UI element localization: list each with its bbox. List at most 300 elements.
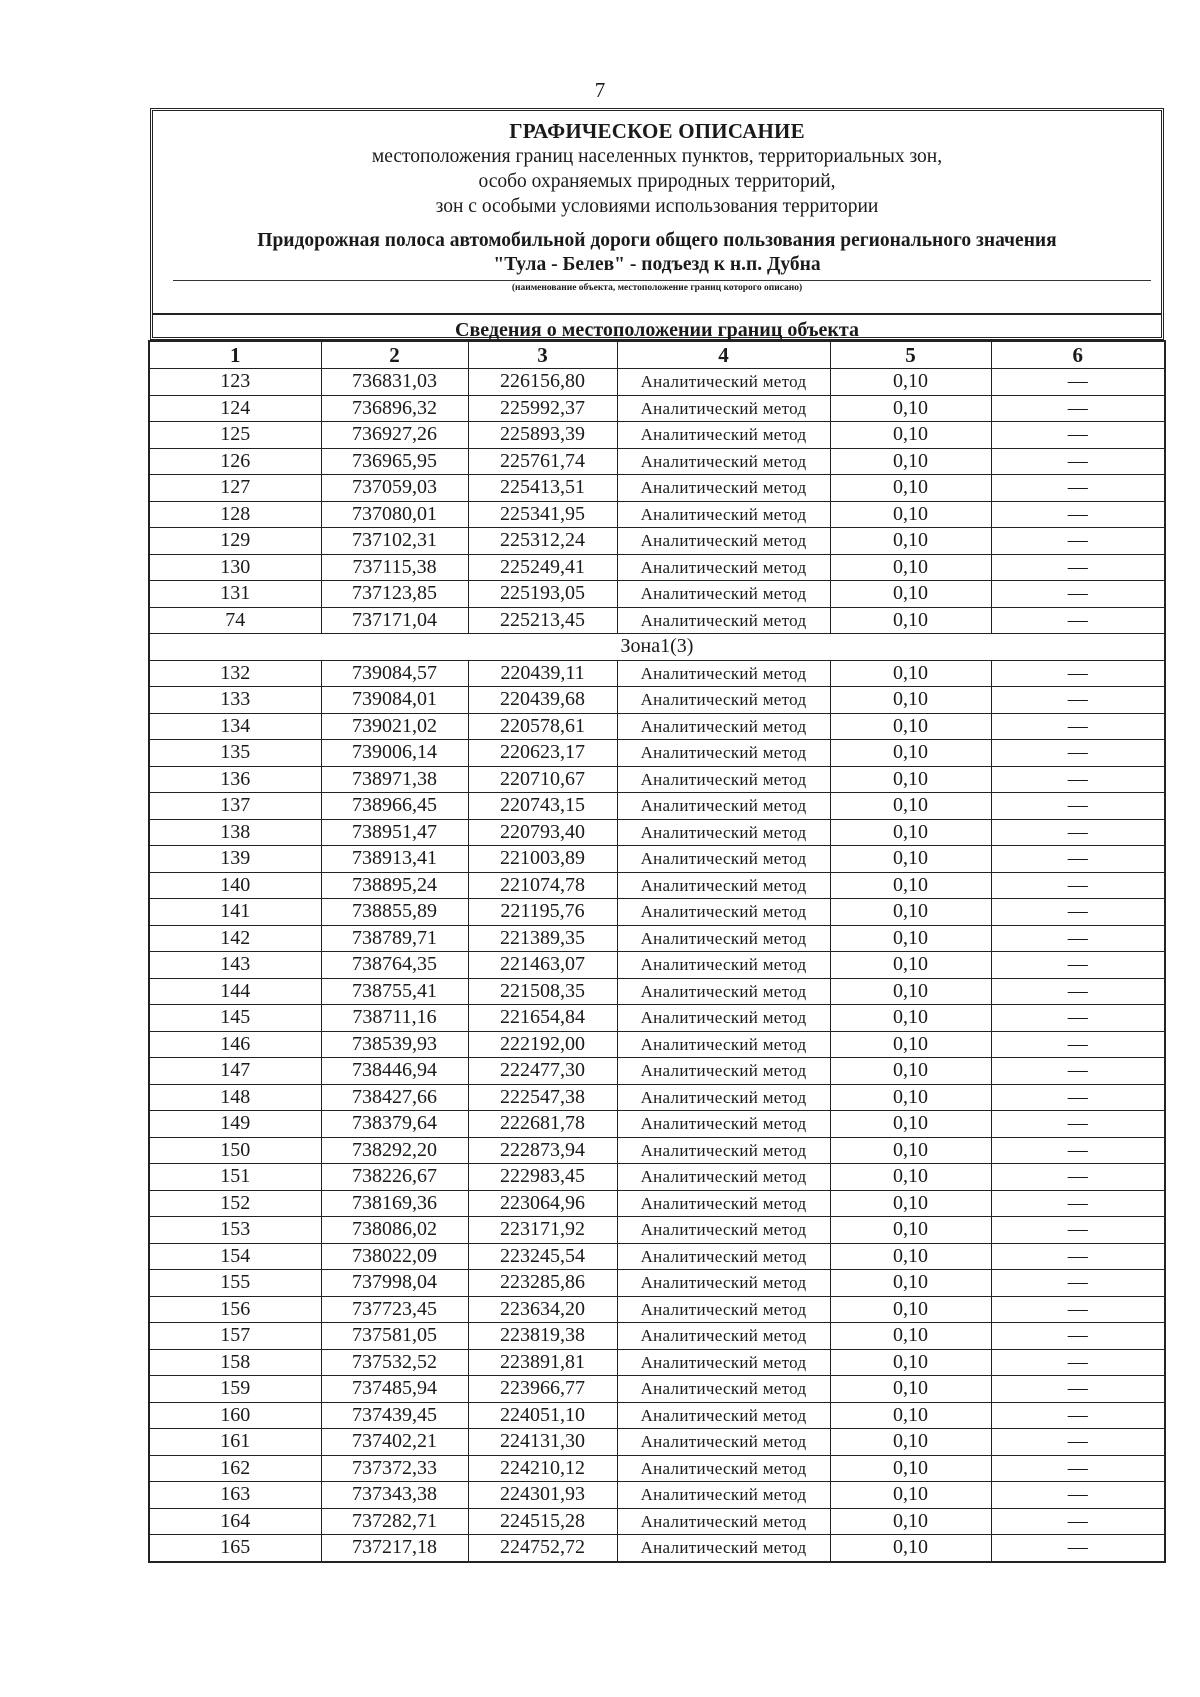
method-cell: Аналитический метод (617, 766, 830, 793)
table-row (149, 1323, 1165, 1350)
method-cell: Аналитический метод (617, 1429, 830, 1456)
coordinate-y-cell: 223966,77 (468, 1376, 617, 1403)
coordinate-y-cell: 222547,38 (468, 1084, 617, 1111)
column-header: 1 (149, 341, 321, 369)
document-description (153, 144, 1161, 219)
description-cell: — (991, 819, 1165, 846)
coordinate-x-cell: 738427,66 (321, 1084, 468, 1111)
point-number-cell: 158 (149, 1349, 321, 1376)
method-cell: Аналитический метод (617, 952, 830, 979)
description-cell: — (991, 846, 1165, 873)
point-number-cell: 140 (149, 872, 321, 899)
coordinate-x-cell: 737581,05 (321, 1323, 468, 1350)
accuracy-cell: 0,10 (830, 1349, 991, 1376)
accuracy-cell: 0,10 (830, 952, 991, 979)
point-number-cell: 134 (149, 713, 321, 740)
table-row (149, 1376, 1165, 1403)
accuracy-cell: 0,10 (830, 1535, 991, 1562)
coordinate-y-cell: 222983,45 (468, 1164, 617, 1191)
method-cell: Аналитический метод (617, 1243, 830, 1270)
table-row (149, 1535, 1165, 1562)
accuracy-cell: 0,10 (830, 448, 991, 475)
coordinate-y-cell: 225761,74 (468, 448, 617, 475)
method-cell: Аналитический метод (617, 422, 830, 449)
method-cell: Аналитический метод (617, 1084, 830, 1111)
table-row (149, 1296, 1165, 1323)
table-row (149, 448, 1165, 475)
point-number-cell: 139 (149, 846, 321, 873)
coordinate-y-cell: 225249,41 (468, 554, 617, 581)
method-cell: Аналитический метод (617, 1296, 830, 1323)
description-cell: — (991, 1005, 1165, 1032)
description-cell: — (991, 660, 1165, 687)
accuracy-cell: 0,10 (830, 819, 991, 846)
description-cell: — (991, 793, 1165, 820)
object-name-line: Придорожная полоса автомобильной дороги общего пользования регионального значения (257, 230, 1057, 251)
coordinate-y-cell: 222681,78 (468, 1111, 617, 1138)
coordinate-y-cell: 223245,54 (468, 1243, 617, 1270)
point-number-cell: 130 (149, 554, 321, 581)
point-number-cell: 127 (149, 475, 321, 502)
coordinate-y-cell: 225341,95 (468, 501, 617, 528)
method-cell: Аналитический метод (617, 713, 830, 740)
method-cell: Аналитический метод (617, 1455, 830, 1482)
description-line: зон с особыми условиями использования территории (435, 196, 879, 217)
method-cell: Аналитический метод (617, 1323, 830, 1350)
description-cell: — (991, 422, 1165, 449)
table-row (149, 369, 1165, 396)
coordinate-x-cell: 739006,14 (321, 740, 468, 767)
point-number-cell: 156 (149, 1296, 321, 1323)
coordinate-x-cell: 738764,35 (321, 952, 468, 979)
method-cell: Аналитический метод (617, 1535, 830, 1562)
coordinate-y-cell: 221654,84 (468, 1005, 617, 1032)
description-cell: — (991, 1190, 1165, 1217)
point-number-cell: 159 (149, 1376, 321, 1403)
coordinate-x-cell: 737998,04 (321, 1270, 468, 1297)
method-cell: Аналитический метод (617, 846, 830, 873)
accuracy-cell: 0,10 (830, 1058, 991, 1085)
method-cell: Аналитический метод (617, 1005, 830, 1032)
description-cell: — (991, 1270, 1165, 1297)
description-cell: — (991, 1031, 1165, 1058)
method-cell: Аналитический метод (617, 554, 830, 581)
method-cell: Аналитический метод (617, 528, 830, 555)
coordinate-y-cell: 225893,39 (468, 422, 617, 449)
coordinate-x-cell: 738711,16 (321, 1005, 468, 1032)
coordinate-x-cell: 737059,03 (321, 475, 468, 502)
accuracy-cell: 0,10 (830, 1508, 991, 1535)
method-cell: Аналитический метод (617, 395, 830, 422)
table-row (149, 1349, 1165, 1376)
description-line: особо охраняемых природных территорий, (478, 171, 836, 192)
coordinate-y-cell: 225312,24 (468, 528, 617, 555)
coordinate-x-cell: 738539,93 (321, 1031, 468, 1058)
description-cell: — (991, 1402, 1165, 1429)
description-cell: — (991, 872, 1165, 899)
description-cell: — (991, 1455, 1165, 1482)
description-cell: — (991, 528, 1165, 555)
coordinate-x-cell: 737723,45 (321, 1296, 468, 1323)
description-cell: — (991, 1508, 1165, 1535)
method-cell: Аналитический метод (617, 1482, 830, 1509)
method-cell: Аналитический метод (617, 978, 830, 1005)
table-row (149, 952, 1165, 979)
accuracy-cell: 0,10 (830, 1270, 991, 1297)
zone-label: Зона1(3) (149, 634, 1165, 661)
table-row (149, 1270, 1165, 1297)
point-number-cell: 164 (149, 1508, 321, 1535)
point-number-cell: 153 (149, 1217, 321, 1244)
coordinate-y-cell: 225992,37 (468, 395, 617, 422)
coordinate-x-cell: 737171,04 (321, 607, 468, 634)
coordinate-x-cell: 738855,89 (321, 899, 468, 926)
description-cell: — (991, 1323, 1165, 1350)
coordinate-x-cell: 738755,41 (321, 978, 468, 1005)
accuracy-cell: 0,10 (830, 1217, 991, 1244)
coordinate-x-cell: 736927,26 (321, 422, 468, 449)
point-number-cell: 125 (149, 422, 321, 449)
point-number-cell: 135 (149, 740, 321, 767)
description-cell: — (991, 899, 1165, 926)
coordinate-y-cell: 221463,07 (468, 952, 617, 979)
coordinate-y-cell: 225413,51 (468, 475, 617, 502)
coordinate-y-cell: 220793,40 (468, 819, 617, 846)
page-number: 7 (594, 78, 606, 102)
method-cell: Аналитический метод (617, 1111, 830, 1138)
point-number-cell: 165 (149, 1535, 321, 1562)
coordinate-y-cell: 223171,92 (468, 1217, 617, 1244)
description-cell: — (991, 501, 1165, 528)
coordinate-y-cell: 221003,89 (468, 846, 617, 873)
accuracy-cell: 0,10 (830, 1005, 991, 1032)
description-cell: — (991, 740, 1165, 767)
accuracy-cell: 0,10 (830, 1429, 991, 1456)
table-row (149, 872, 1165, 899)
description-cell: — (991, 766, 1165, 793)
method-cell: Аналитический метод (617, 872, 830, 899)
table-row (149, 395, 1165, 422)
coordinate-x-cell: 737343,38 (321, 1482, 468, 1509)
table-row (149, 1084, 1165, 1111)
point-number-cell: 124 (149, 395, 321, 422)
object-name-underline (173, 280, 1151, 281)
table-row (149, 1243, 1165, 1270)
description-cell: — (991, 1243, 1165, 1270)
point-number-cell: 137 (149, 793, 321, 820)
accuracy-cell: 0,10 (830, 978, 991, 1005)
point-number-cell: 143 (149, 952, 321, 979)
point-number-cell: 157 (149, 1323, 321, 1350)
method-cell: Аналитический метод (617, 1164, 830, 1191)
description-line: местоположения границ населенных пунктов, территориальных зон, (371, 146, 943, 167)
description-cell: — (991, 1058, 1165, 1085)
description-cell: — (991, 925, 1165, 952)
point-number-cell: 141 (149, 899, 321, 926)
method-cell: Аналитический метод (617, 793, 830, 820)
coordinate-x-cell: 738292,20 (321, 1137, 468, 1164)
table-row (149, 819, 1165, 846)
coordinate-y-cell: 225213,45 (468, 607, 617, 634)
description-cell: — (991, 1164, 1165, 1191)
method-cell: Аналитический метод (617, 1402, 830, 1429)
coordinate-y-cell: 223634,20 (468, 1296, 617, 1323)
accuracy-cell: 0,10 (830, 1455, 991, 1482)
accuracy-cell: 0,10 (830, 422, 991, 449)
method-cell: Аналитический метод (617, 581, 830, 608)
table-row (149, 687, 1165, 714)
table-row (149, 1217, 1165, 1244)
point-number-cell: 160 (149, 1402, 321, 1429)
coordinate-x-cell: 738169,36 (321, 1190, 468, 1217)
coordinate-y-cell: 226156,80 (468, 369, 617, 396)
table-row (149, 660, 1165, 687)
document-title: ГРАФИЧЕСКОЕ ОПИСАНИЕ (509, 119, 805, 143)
point-number-cell: 151 (149, 1164, 321, 1191)
coordinate-x-cell: 737485,94 (321, 1376, 468, 1403)
coordinate-y-cell: 221074,78 (468, 872, 617, 899)
header-frame (150, 108, 1164, 340)
table-row (149, 581, 1165, 608)
coordinate-x-cell: 736896,32 (321, 395, 468, 422)
coordinate-y-cell: 221195,76 (468, 899, 617, 926)
accuracy-cell: 0,10 (830, 1376, 991, 1403)
method-cell: Аналитический метод (617, 1190, 830, 1217)
coordinate-x-cell: 736965,95 (321, 448, 468, 475)
accuracy-cell: 0,10 (830, 528, 991, 555)
table-row (149, 1111, 1165, 1138)
coordinate-x-cell: 738895,24 (321, 872, 468, 899)
accuracy-cell: 0,10 (830, 740, 991, 767)
table-row (149, 846, 1165, 873)
accuracy-cell: 0,10 (830, 554, 991, 581)
object-name (153, 229, 1161, 277)
description-cell: — (991, 1429, 1165, 1456)
description-cell: — (991, 952, 1165, 979)
coordinate-x-cell: 737115,38 (321, 554, 468, 581)
description-cell: — (991, 369, 1165, 396)
coordinate-y-cell: 223064,96 (468, 1190, 617, 1217)
point-number-cell: 123 (149, 369, 321, 396)
point-number-cell: 161 (149, 1429, 321, 1456)
method-cell: Аналитический метод (617, 925, 830, 952)
method-cell: Аналитический метод (617, 1031, 830, 1058)
object-name-line: "Тула - Белев" - подъезд к н.п. Дубна (493, 254, 821, 275)
table-row (149, 1058, 1165, 1085)
table-header-row (149, 341, 1165, 369)
table-row (149, 607, 1165, 634)
section-title: Сведения о местоположении границ объекта (455, 319, 859, 341)
accuracy-cell: 0,10 (830, 1243, 991, 1270)
method-cell: Аналитический метод (617, 687, 830, 714)
coordinate-x-cell: 738789,71 (321, 925, 468, 952)
coordinate-y-cell: 221389,35 (468, 925, 617, 952)
point-number-cell: 162 (149, 1455, 321, 1482)
method-cell: Аналитический метод (617, 1349, 830, 1376)
table-row (149, 1508, 1165, 1535)
description-cell: — (991, 1137, 1165, 1164)
table-row (149, 766, 1165, 793)
coordinate-y-cell: 220439,11 (468, 660, 617, 687)
description-cell: — (991, 554, 1165, 581)
point-number-cell: 148 (149, 1084, 321, 1111)
table-row (149, 501, 1165, 528)
coordinate-y-cell: 220623,17 (468, 740, 617, 767)
coordinate-y-cell: 224301,93 (468, 1482, 617, 1509)
coordinate-x-cell: 737439,45 (321, 1402, 468, 1429)
coordinate-y-cell: 222192,00 (468, 1031, 617, 1058)
coordinate-y-cell: 220710,67 (468, 766, 617, 793)
coordinate-x-cell: 738022,09 (321, 1243, 468, 1270)
coordinate-x-cell: 738966,45 (321, 793, 468, 820)
point-number-cell: 128 (149, 501, 321, 528)
coordinate-x-cell: 737080,01 (321, 501, 468, 528)
coordinate-x-cell: 737372,33 (321, 1455, 468, 1482)
coordinate-y-cell: 220439,68 (468, 687, 617, 714)
method-cell: Аналитический метод (617, 1270, 830, 1297)
method-cell: Аналитический метод (617, 740, 830, 767)
accuracy-cell: 0,10 (830, 925, 991, 952)
accuracy-cell: 0,10 (830, 1111, 991, 1138)
coordinate-y-cell: 224515,28 (468, 1508, 617, 1535)
coordinate-y-cell: 223819,38 (468, 1323, 617, 1350)
header-separator (153, 313, 1161, 315)
table-row (149, 528, 1165, 555)
method-cell: Аналитический метод (617, 607, 830, 634)
method-cell: Аналитический метод (617, 819, 830, 846)
table-row (149, 1190, 1165, 1217)
point-number-cell: 163 (149, 1482, 321, 1509)
description-cell: — (991, 713, 1165, 740)
accuracy-cell: 0,10 (830, 501, 991, 528)
table-row (149, 925, 1165, 952)
coordinate-x-cell: 738951,47 (321, 819, 468, 846)
coordinate-y-cell: 224051,10 (468, 1402, 617, 1429)
point-number-cell: 131 (149, 581, 321, 608)
accuracy-cell: 0,10 (830, 395, 991, 422)
table-row (149, 1482, 1165, 1509)
accuracy-cell: 0,10 (830, 1296, 991, 1323)
accuracy-cell: 0,10 (830, 475, 991, 502)
table-row (149, 793, 1165, 820)
column-header: 5 (830, 341, 991, 369)
accuracy-cell: 0,10 (830, 607, 991, 634)
method-cell: Аналитический метод (617, 1137, 830, 1164)
accuracy-cell: 0,10 (830, 1482, 991, 1509)
table-row (149, 1137, 1165, 1164)
accuracy-cell: 0,10 (830, 581, 991, 608)
description-cell: — (991, 1296, 1165, 1323)
accuracy-cell: 0,10 (830, 1164, 991, 1191)
coordinate-y-cell: 224210,12 (468, 1455, 617, 1482)
method-cell: Аналитический метод (617, 448, 830, 475)
description-cell: — (991, 1111, 1165, 1138)
description-cell: — (991, 607, 1165, 634)
coordinate-y-cell: 225193,05 (468, 581, 617, 608)
accuracy-cell: 0,10 (830, 1323, 991, 1350)
method-cell: Аналитический метод (617, 1376, 830, 1403)
table-row (149, 1402, 1165, 1429)
column-header: 6 (991, 341, 1165, 369)
description-cell: — (991, 1349, 1165, 1376)
coordinate-x-cell: 737217,18 (321, 1535, 468, 1562)
description-cell: — (991, 1084, 1165, 1111)
point-number-cell: 136 (149, 766, 321, 793)
point-number-cell: 155 (149, 1270, 321, 1297)
point-number-cell: 132 (149, 660, 321, 687)
point-number-cell: 154 (149, 1243, 321, 1270)
accuracy-cell: 0,10 (830, 1031, 991, 1058)
point-number-cell: 145 (149, 1005, 321, 1032)
coordinates-table (148, 340, 1166, 1563)
coordinate-y-cell: 223285,86 (468, 1270, 617, 1297)
method-cell: Аналитический метод (617, 475, 830, 502)
coordinate-x-cell: 738226,67 (321, 1164, 468, 1191)
accuracy-cell: 0,10 (830, 1190, 991, 1217)
coordinate-y-cell: 220578,61 (468, 713, 617, 740)
accuracy-cell: 0,10 (830, 660, 991, 687)
column-header: 3 (468, 341, 617, 369)
accuracy-cell: 0,10 (830, 1137, 991, 1164)
coordinate-x-cell: 736831,03 (321, 369, 468, 396)
table-row (149, 978, 1165, 1005)
method-cell: Аналитический метод (617, 1508, 830, 1535)
description-cell: — (991, 1482, 1165, 1509)
coordinate-x-cell: 738913,41 (321, 846, 468, 873)
coordinate-x-cell: 738971,38 (321, 766, 468, 793)
coordinate-y-cell: 222873,94 (468, 1137, 617, 1164)
column-header: 2 (321, 341, 468, 369)
coordinate-y-cell: 224131,30 (468, 1429, 617, 1456)
method-cell: Аналитический метод (617, 369, 830, 396)
accuracy-cell: 0,10 (830, 1084, 991, 1111)
coordinate-x-cell: 738086,02 (321, 1217, 468, 1244)
coordinate-x-cell: 737282,71 (321, 1508, 468, 1535)
accuracy-cell: 0,10 (830, 369, 991, 396)
coordinate-x-cell: 739021,02 (321, 713, 468, 740)
description-cell: — (991, 1217, 1165, 1244)
coordinate-y-cell: 222477,30 (468, 1058, 617, 1085)
point-number-cell: 152 (149, 1190, 321, 1217)
accuracy-cell: 0,10 (830, 713, 991, 740)
point-number-cell: 126 (149, 448, 321, 475)
method-cell: Аналитический метод (617, 660, 830, 687)
zone-row (149, 634, 1165, 661)
accuracy-cell: 0,10 (830, 872, 991, 899)
table-row (149, 1164, 1165, 1191)
method-cell: Аналитический метод (617, 1217, 830, 1244)
accuracy-cell: 0,10 (830, 793, 991, 820)
description-cell: — (991, 475, 1165, 502)
description-cell: — (991, 1376, 1165, 1403)
point-number-cell: 129 (149, 528, 321, 555)
coordinate-x-cell: 737532,52 (321, 1349, 468, 1376)
point-number-cell: 147 (149, 1058, 321, 1085)
table-row (149, 713, 1165, 740)
coordinate-y-cell: 220743,15 (468, 793, 617, 820)
coordinate-y-cell: 223891,81 (468, 1349, 617, 1376)
description-cell: — (991, 978, 1165, 1005)
table-row (149, 1005, 1165, 1032)
coordinate-x-cell: 739084,57 (321, 660, 468, 687)
point-number-cell: 146 (149, 1031, 321, 1058)
point-number-cell: 133 (149, 687, 321, 714)
accuracy-cell: 0,10 (830, 766, 991, 793)
coordinate-y-cell: 221508,35 (468, 978, 617, 1005)
accuracy-cell: 0,10 (830, 899, 991, 926)
point-number-cell: 74 (149, 607, 321, 634)
point-number-cell: 149 (149, 1111, 321, 1138)
